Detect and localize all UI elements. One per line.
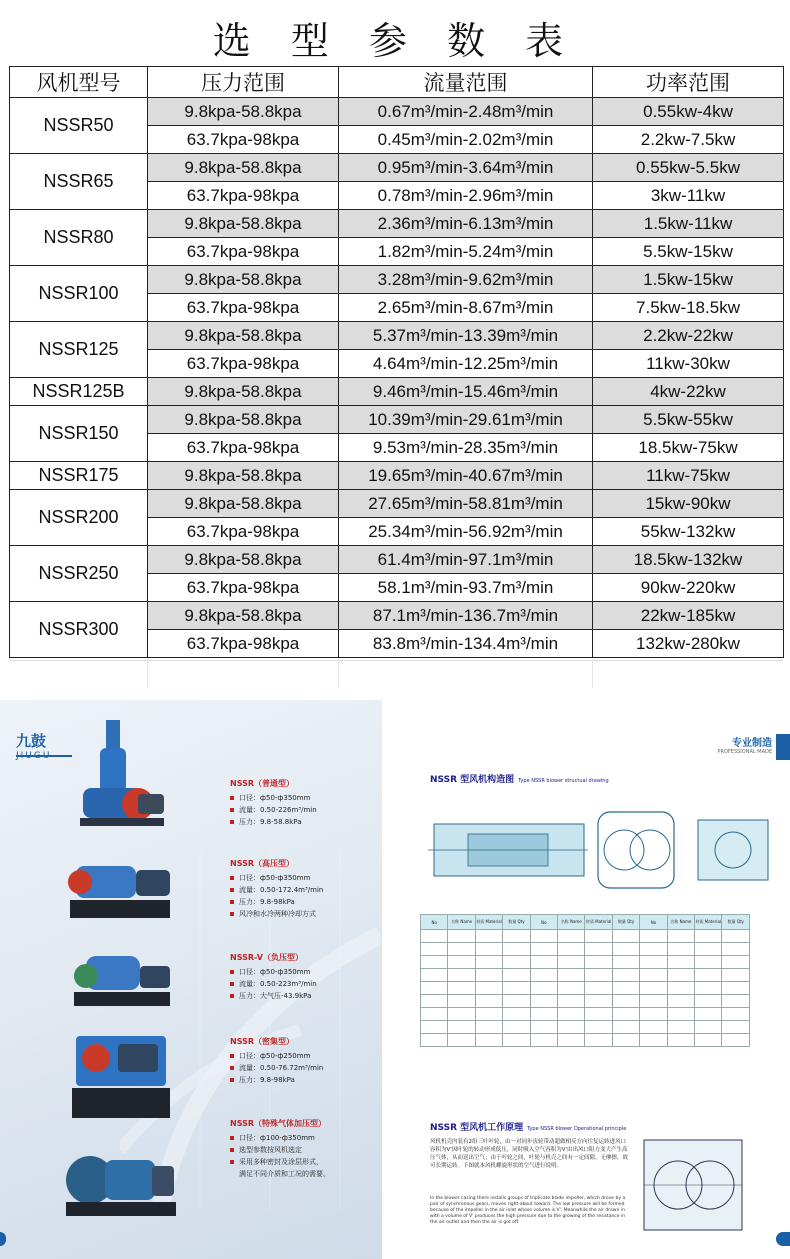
- parts-cell: [667, 982, 694, 995]
- parts-cell: [475, 956, 502, 969]
- parts-cell: [530, 1021, 557, 1034]
- table-row: [10, 490, 784, 518]
- table-row: [10, 462, 784, 490]
- parts-cell: [722, 995, 750, 1008]
- parts-cell: [503, 956, 530, 969]
- parts-cell: [695, 995, 722, 1008]
- table-body: [10, 98, 784, 658]
- pressure-cell: 63.7kpa-98kpa: [148, 126, 339, 154]
- parts-cell: [448, 982, 475, 995]
- parts-cell: [530, 969, 557, 982]
- blower-special-gas-image: [60, 1140, 180, 1230]
- table-row: [10, 406, 784, 434]
- structure-title: NSSR 型风机构造图 Type NSSR blower structual drawing: [430, 775, 609, 785]
- table-row: [10, 154, 784, 182]
- parts-cell: [667, 1034, 694, 1047]
- parts-header-cell: No: [640, 915, 667, 930]
- parts-cell: [530, 995, 557, 1008]
- parts-table-row: [421, 995, 750, 1008]
- table-row: [10, 98, 784, 126]
- parts-cell: [421, 982, 448, 995]
- parts-cell: [558, 982, 585, 995]
- parts-cell: [421, 930, 448, 943]
- parts-cell: [722, 1008, 750, 1021]
- parts-cell: [585, 969, 612, 982]
- pressure-cell: 63.7kpa-98kpa: [148, 518, 339, 546]
- product-negative-pressure: NSSR-V（负压型） 口径：ф50-ф350mm 流量：0.50-223m³/min 压力：大气压-43.9kPa: [230, 952, 380, 1003]
- parts-cell: [722, 1034, 750, 1047]
- model-cell: NSSR125B: [10, 378, 148, 406]
- blower-negative-pressure-image: [66, 950, 176, 1016]
- parts-cell: [503, 995, 530, 1008]
- product-high-pressure: NSSR（高压型） 口径：ф50-ф350mm 流量：0.50-172.4m³/min 压力：9.8-98kPa 风冷和水冷两种冷却方式: [230, 858, 380, 921]
- parts-table-row: [421, 1034, 750, 1047]
- power-cell: 11kw-30kw: [593, 350, 784, 378]
- flow-cell: 27.65m³/min-58.81m³/min: [339, 490, 593, 518]
- flow-cell: 83.8m³/min-134.4m³/min: [339, 630, 593, 658]
- parts-header-cell: 数量 Qty: [722, 915, 750, 930]
- parts-cell: [503, 969, 530, 982]
- blower-high-pressure-image: [66, 860, 176, 926]
- parts-cell: [640, 1021, 667, 1034]
- professional-made-heading: 专业制造 PROFESSIONAL MADE: [717, 738, 772, 755]
- parts-cell: [585, 995, 612, 1008]
- parts-cell: [558, 930, 585, 943]
- brochure-spread: [0, 700, 790, 1259]
- parts-cell: [640, 943, 667, 956]
- parts-cell: [612, 1034, 639, 1047]
- parts-cell: [667, 1008, 694, 1021]
- parts-cell: [448, 943, 475, 956]
- parts-cell: [503, 1021, 530, 1034]
- parts-cell: [695, 1008, 722, 1021]
- parts-cell: [448, 1034, 475, 1047]
- table-title: 选 型 参 数 表: [212, 19, 578, 63]
- heading-accent-bar: [776, 734, 790, 760]
- flow-cell: 0.95m³/min-3.64m³/min: [339, 154, 593, 182]
- brochure-right-page: [398, 700, 790, 1259]
- parts-cell: [640, 982, 667, 995]
- pressure-cell: 9.8kpa-58.8kpa: [148, 602, 339, 630]
- blower-standard-image: [78, 718, 168, 840]
- parts-cell: [695, 1034, 722, 1047]
- model-cell: NSSR175: [10, 462, 148, 490]
- model-cell: NSSR125: [10, 322, 148, 378]
- parts-cell: [558, 995, 585, 1008]
- pressure-cell: 9.8kpa-58.8kpa: [148, 98, 339, 126]
- flow-cell: 3.28m³/min-9.62m³/min: [339, 266, 593, 294]
- parts-cell: [503, 943, 530, 956]
- parts-cell: [722, 930, 750, 943]
- parts-table-row: [421, 943, 750, 956]
- parts-cell: [503, 1034, 530, 1047]
- parts-table-row: [421, 1008, 750, 1021]
- parts-cell: [448, 969, 475, 982]
- parts-cell: [667, 956, 694, 969]
- parts-cell: [530, 956, 557, 969]
- parts-cell: [585, 1021, 612, 1034]
- parts-cell: [612, 969, 639, 982]
- power-cell: 2.2kw-7.5kw: [593, 126, 784, 154]
- model-cell: NSSR200: [10, 490, 148, 546]
- parts-header-cell: 材质 Material: [585, 915, 612, 930]
- flow-cell: 1.82m³/min-5.24m³/min: [339, 238, 593, 266]
- parts-header-cell: 名称 Name: [448, 915, 475, 930]
- flow-cell: 9.53m³/min-28.35m³/min: [339, 434, 593, 462]
- power-cell: 1.5kw-11kw: [593, 210, 784, 238]
- parts-cell: [695, 943, 722, 956]
- parts-cell: [722, 1021, 750, 1034]
- parts-cell: [612, 1021, 639, 1034]
- parts-cell: [640, 1034, 667, 1047]
- parts-cell: [503, 1008, 530, 1021]
- parts-header-cell: No: [421, 915, 448, 930]
- power-cell: 15kw-90kw: [593, 490, 784, 518]
- model-cell: NSSR300: [10, 602, 148, 658]
- pressure-cell: 63.7kpa-98kpa: [148, 630, 339, 658]
- pressure-cell: 9.8kpa-58.8kpa: [148, 406, 339, 434]
- parts-cell: [530, 1034, 557, 1047]
- pressure-cell: 9.8kpa-58.8kpa: [148, 322, 339, 350]
- table-row: [10, 602, 784, 630]
- parts-header-cell: 材质 Material: [475, 915, 502, 930]
- principle-title: NSSR 型风机工作原理 Type NSSR blower Operational principle: [430, 1123, 627, 1133]
- power-cell: 22kw-185kw: [593, 602, 784, 630]
- parts-cell: [421, 1021, 448, 1034]
- flow-cell: 4.64m³/min-12.25m³/min: [339, 350, 593, 378]
- pressure-cell: 9.8kpa-58.8kpa: [148, 266, 339, 294]
- header-pressure: 压力范围: [148, 67, 339, 98]
- parts-cell: [585, 1034, 612, 1047]
- parts-cell: [585, 956, 612, 969]
- parts-table-row: [421, 956, 750, 969]
- header-power: 功率范围: [593, 67, 784, 98]
- model-cell: NSSR100: [10, 266, 148, 322]
- parts-cell: [475, 943, 502, 956]
- page-number: 08: [759, 1234, 766, 1240]
- parts-cell: [558, 956, 585, 969]
- parts-table-row: [421, 982, 750, 995]
- pressure-cell: 63.7kpa-98kpa: [148, 238, 339, 266]
- power-cell: 4kw-22kw: [593, 378, 784, 406]
- parts-cell: [558, 1034, 585, 1047]
- logo-cn: 九鼓: [16, 732, 47, 750]
- parts-cell: [475, 982, 502, 995]
- parts-header-cell: 材质 Material: [695, 915, 722, 930]
- product-compact: NSSR（密集型） 口径：ф50-ф250mm 流量：0.50-76.72m³/min 压力：9.8-98kPa: [230, 1036, 380, 1087]
- parts-cell: [612, 943, 639, 956]
- parts-cell: [475, 1034, 502, 1047]
- flow-cell: 0.67m³/min-2.48m³/min: [339, 98, 593, 126]
- flow-cell: 10.39m³/min-29.61m³/min: [339, 406, 593, 434]
- parts-cell: [475, 930, 502, 943]
- parts-cell: [530, 1008, 557, 1021]
- parts-cell: [612, 982, 639, 995]
- structure-drawing: [428, 800, 778, 900]
- table-row: [10, 378, 784, 406]
- parts-cell: [448, 1008, 475, 1021]
- parts-cell: [640, 969, 667, 982]
- parts-cell: [722, 956, 750, 969]
- parts-cell: [667, 995, 694, 1008]
- principle-text-en: In the blower casing there installs groups of triplicate blade impeller, which drove by a pair of synchronous gears, moves right-about toward. The low pressure will be formed because of the impeller in the air inlet whose volume is V'. Meanwhile the air drawn in with a volume of V' produces the high pressure due to the growing of the resistance in the air outlet and then the air is got off.: [430, 1196, 626, 1225]
- parts-cell: [475, 969, 502, 982]
- flow-cell: 61.4m³/min-97.1m³/min: [339, 546, 593, 574]
- power-cell: 11kw-75kw: [593, 462, 784, 490]
- pressure-cell: 9.8kpa-58.8kpa: [148, 378, 339, 406]
- pressure-cell: 9.8kpa-58.8kpa: [148, 154, 339, 182]
- model-cell: NSSR80: [10, 210, 148, 266]
- model-cell: NSSR65: [10, 154, 148, 210]
- parts-table-header: [421, 915, 750, 930]
- parts-cell: [722, 943, 750, 956]
- page-tab-right: [776, 1232, 790, 1246]
- parts-cell: [448, 956, 475, 969]
- parts-cell: [558, 1021, 585, 1034]
- parts-cell: [558, 1008, 585, 1021]
- parts-cell: [695, 930, 722, 943]
- table-row: [10, 322, 784, 350]
- parts-cell: [475, 995, 502, 1008]
- parts-cell: [612, 956, 639, 969]
- power-cell: 55kw-132kw: [593, 518, 784, 546]
- pressure-cell: 63.7kpa-98kpa: [148, 434, 339, 462]
- flow-cell: 58.1m³/min-93.7m³/min: [339, 574, 593, 602]
- parts-cell: [421, 995, 448, 1008]
- parts-cell: [558, 969, 585, 982]
- parts-cell: [448, 995, 475, 1008]
- parts-cell: [421, 943, 448, 956]
- parts-cell: [667, 1021, 694, 1034]
- parts-table: [420, 914, 750, 1047]
- flow-cell: 87.1m³/min-136.7m³/min: [339, 602, 593, 630]
- flow-cell: 2.36m³/min-6.13m³/min: [339, 210, 593, 238]
- parts-cell: [667, 943, 694, 956]
- power-cell: 18.5kw-75kw: [593, 434, 784, 462]
- parts-header-cell: 名称 Name: [667, 915, 694, 930]
- flow-cell: 25.34m³/min-56.92m³/min: [339, 518, 593, 546]
- parts-cell: [667, 930, 694, 943]
- pressure-cell: 63.7kpa-98kpa: [148, 574, 339, 602]
- parts-cell: [640, 930, 667, 943]
- parts-header-cell: 名称 Name: [558, 915, 585, 930]
- power-cell: 3kw-11kw: [593, 182, 784, 210]
- parts-cell: [695, 982, 722, 995]
- parts-table-row: [421, 969, 750, 982]
- table-row: [10, 210, 784, 238]
- parts-cell: [585, 1008, 612, 1021]
- header-model: 风机型号: [10, 67, 148, 98]
- principle-text-cn: 风机机壳内装有2组三叶叶轮，由一对同步齿轮带动超做相反方向往复运转进风口容积为V'因叶轮的转动形成低压，同时吸入空气容积为V'由出风口阻力变大产生高压气体，从而送出空气；由于叶轮之间，叶轮与机壳之间有一定间隙，无摩擦，故可长期运转。下图就本风机螺旋形状的空气进行说明。: [430, 1139, 629, 1169]
- parts-cell: [530, 982, 557, 995]
- parts-cell: [612, 930, 639, 943]
- parts-table-row: [421, 930, 750, 943]
- power-cell: 5.5kw-55kw: [593, 406, 784, 434]
- parts-header-cell: No: [530, 915, 557, 930]
- brochure-left-page: [0, 700, 382, 1259]
- parts-cell: [612, 995, 639, 1008]
- parts-cell: [640, 956, 667, 969]
- flow-cell: 19.65m³/min-40.67m³/min: [339, 462, 593, 490]
- product-standard: NSSR（普通型） 口径：ф50-ф350mm 流量：0.50-226m³/min 压力：9.8-58.8kPa: [230, 778, 380, 829]
- pressure-cell: 63.7kpa-98kpa: [148, 182, 339, 210]
- parts-cell: [448, 930, 475, 943]
- parts-cell: [421, 956, 448, 969]
- parts-cell: [421, 1034, 448, 1047]
- parts-table-row: [421, 1021, 750, 1034]
- parts-cell: [695, 969, 722, 982]
- parts-cell: [585, 930, 612, 943]
- blower-compact-image: [66, 1030, 176, 1130]
- parts-cell: [585, 943, 612, 956]
- pressure-cell: 9.8kpa-58.8kpa: [148, 490, 339, 518]
- parts-cell: [695, 956, 722, 969]
- parts-cell: [475, 1021, 502, 1034]
- model-cell: NSSR250: [10, 546, 148, 602]
- power-cell: 1.5kw-15kw: [593, 266, 784, 294]
- flow-cell: 0.78m³/min-2.96m³/min: [339, 182, 593, 210]
- parts-cell: [667, 969, 694, 982]
- power-cell: 132kw-280kw: [593, 630, 784, 658]
- parts-cell: [530, 930, 557, 943]
- header-flow: 流量范围: [339, 67, 593, 98]
- pressure-cell: 63.7kpa-98kpa: [148, 350, 339, 378]
- flow-cell: 0.45m³/min-2.02m³/min: [339, 126, 593, 154]
- parts-cell: [558, 943, 585, 956]
- table-header-row: [10, 67, 784, 98]
- parts-cell: [722, 982, 750, 995]
- parts-cell: [421, 969, 448, 982]
- parts-cell: [503, 930, 530, 943]
- power-cell: 2.2kw-22kw: [593, 322, 784, 350]
- parts-cell: [695, 1021, 722, 1034]
- power-cell: 90kw-220kw: [593, 574, 784, 602]
- parts-header-cell: 数量 Qty: [612, 915, 639, 930]
- table-row: [10, 546, 784, 574]
- parts-cell: [612, 1008, 639, 1021]
- selection-parameter-table: [9, 66, 784, 658]
- power-cell: 0.55kw-5.5kw: [593, 154, 784, 182]
- power-cell: 5.5kw-15kw: [593, 238, 784, 266]
- flow-cell: 5.37m³/min-13.39m³/min: [339, 322, 593, 350]
- parts-cell: [530, 943, 557, 956]
- pressure-cell: 9.8kpa-58.8kpa: [148, 462, 339, 490]
- parts-cell: [421, 1008, 448, 1021]
- principle-drawing: [638, 1130, 748, 1240]
- flow-cell: 9.46m³/min-15.46m³/min: [339, 378, 593, 406]
- parts-cell: [503, 982, 530, 995]
- parts-cell: [585, 982, 612, 995]
- parts-cell: [475, 1008, 502, 1021]
- pressure-cell: 9.8kpa-58.8kpa: [148, 546, 339, 574]
- flow-cell: 2.65m³/min-8.67m³/min: [339, 294, 593, 322]
- pressure-cell: 63.7kpa-98kpa: [148, 294, 339, 322]
- parts-cell: [448, 1021, 475, 1034]
- model-cell: NSSR50: [10, 98, 148, 154]
- table-footer-rule: [9, 660, 783, 688]
- power-cell: 18.5kw-132kw: [593, 546, 784, 574]
- parts-cell: [640, 995, 667, 1008]
- power-cell: 0.55kw-4kw: [593, 98, 784, 126]
- product-special-gas: NSSR（特殊气体加压型） 口径：ф100-ф350mm 选型参数按风机选定 采用多种密封及涂层形式， 满足不同介质和工况的需要。: [230, 1118, 380, 1181]
- power-cell: 7.5kw-18.5kw: [593, 294, 784, 322]
- parts-cell: [722, 969, 750, 982]
- parts-cell: [640, 1008, 667, 1021]
- pressure-cell: 9.8kpa-58.8kpa: [148, 210, 339, 238]
- parts-header-cell: 数量 Qty: [503, 915, 530, 930]
- model-cell: NSSR150: [10, 406, 148, 462]
- page-tab-left: [0, 1232, 6, 1246]
- table-row: [10, 266, 784, 294]
